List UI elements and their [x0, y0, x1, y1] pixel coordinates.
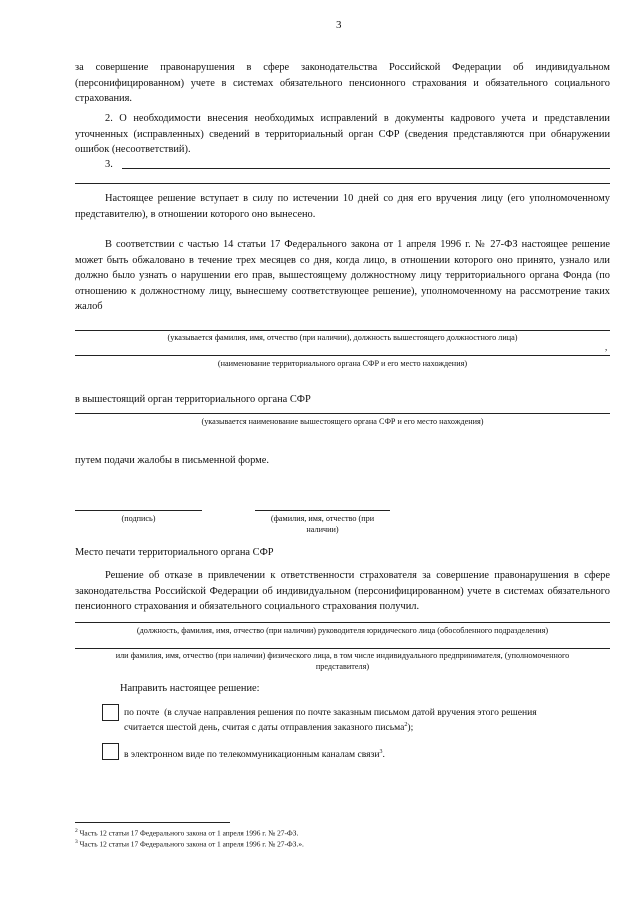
signature-line — [75, 510, 202, 511]
item-3-number: 3. — [105, 159, 113, 170]
footnote-3 — [75, 837, 304, 849]
paragraph-refusal: Решение об отказе в привлечении к ответственности страхователя за совершение правонарушения в сфере законодательства Российской Федерации об индивидуальном (персонифицированном) учете в системах обязательного пенсионного страхования и обязательного социального страхования получил. — [75, 570, 610, 613]
caption-higher: (указывается наименование вышестоящего органа СФР и его место нахождения) — [201, 417, 484, 426]
footnote-3-text: Часть 12 статьи 17 Федерального закона от 1 апреля 1996 г. № 27-ФЗ.». — [79, 839, 304, 849]
territorial-fill-line — [75, 355, 610, 356]
fio-line — [255, 510, 390, 511]
caption-official: (указывается фамилия, имя, отчество (при наличии), должность вышестоящего должностного лица) — [167, 333, 518, 342]
paragraph-effective: Настоящее решение вступает в силу по истечении 10 дней со дня его вручения лицу (его уполномоченному представителю), в отношении которого оно вынесено. — [75, 193, 610, 220]
page-number: 3 — [336, 19, 342, 31]
caption-territorial: (наименование территориального органа СФР и его место нахождения) — [217, 359, 468, 368]
footnote-2-text: Часть 12 статьи 17 Федерального закона от 1 апреля 1996 г. № 27-ФЗ. — [79, 828, 299, 838]
send-heading: Направить настоящее решение: — [120, 683, 260, 694]
paragraph-continuation: за совершение правонарушения в сфере законодательства Российской Федерации об индивидуальном (персонифицированном) учете в системах обязательного пенсионного страхования и обязательного социального страхования. — [75, 62, 610, 105]
option-post-label: по почте — [124, 707, 160, 718]
caption-signature: (подпись) — [121, 514, 156, 523]
head-fill-line — [75, 622, 610, 623]
caption-person: или фамилия, имя, отчество (при наличии) физического лица, в том числе индивидуального предпринимателя, (уполномоченного представителя) — [115, 651, 570, 671]
option-electronic-sup: 3 — [379, 749, 383, 755]
post-checkbox[interactable] — [102, 704, 119, 721]
higher-body-fill-line — [75, 413, 610, 414]
item-3-second-line — [75, 183, 610, 184]
option-electronic-label: в электронном виде по телекоммуникационным каналам связи — [124, 749, 380, 761]
item-3-fill-line — [122, 168, 610, 169]
footnote-2-mark: 2 — [75, 828, 78, 834]
stamp-place: Место печати территориального органа СФР — [75, 547, 274, 558]
person-fill-line — [75, 648, 610, 649]
option-post-note: (в случае направления решения по почте заказным письмом датой вручения этого решения считается шестой день, считая с даты отправления заказного письма — [124, 707, 537, 734]
paragraph-appeal: В соответствии с частью 14 статьи 17 Федерального закона от 1 апреля 1996 г. № 27-ФЗ настоящее решение может быть обжаловано в течение трех месяцев со дня, когда лицо, в отношении которого оно принято, узнало или должно было узнать о нарушении его прав, вышестоящему должностному лицу территориального органа Фонда (по отношению к должностному лицу, вынесшему соответствующее решение), уполномоченному на рассмотрение таких жалоб — [75, 239, 610, 313]
paragraph-item-2: 2. О необходимости внесения необходимых исправлений в документы кадрового учета и представлении уточненных (исправленных) сведений в территориальный орган СФР (сведения представляются при обнаружении ошибок (несоответствий). — [75, 113, 610, 156]
caption-head: (должность, фамилия, имя, отчество (при наличии) руководителя юридического лица (обособленного подразделения) — [136, 626, 549, 635]
option-electronic — [124, 746, 385, 761]
official-fill-line — [75, 330, 610, 331]
electronic-checkbox[interactable] — [102, 743, 119, 760]
higher-body-text: в вышестоящий орган территориального органа СФР — [75, 394, 311, 405]
written-form-text: путем подачи жалобы в письменной форме. — [75, 455, 269, 466]
comma-mark: , — [605, 342, 608, 352]
option-post-sup: 2 — [404, 722, 408, 728]
caption-fio: (фамилия, имя, отчество (при наличии) — [270, 514, 375, 534]
option-electronic-end: . — [382, 749, 385, 761]
option-post — [124, 706, 564, 734]
footnote-separator — [75, 822, 230, 823]
footnote-3-mark: 3 — [75, 839, 78, 845]
option-post-end: ); — [407, 722, 414, 734]
